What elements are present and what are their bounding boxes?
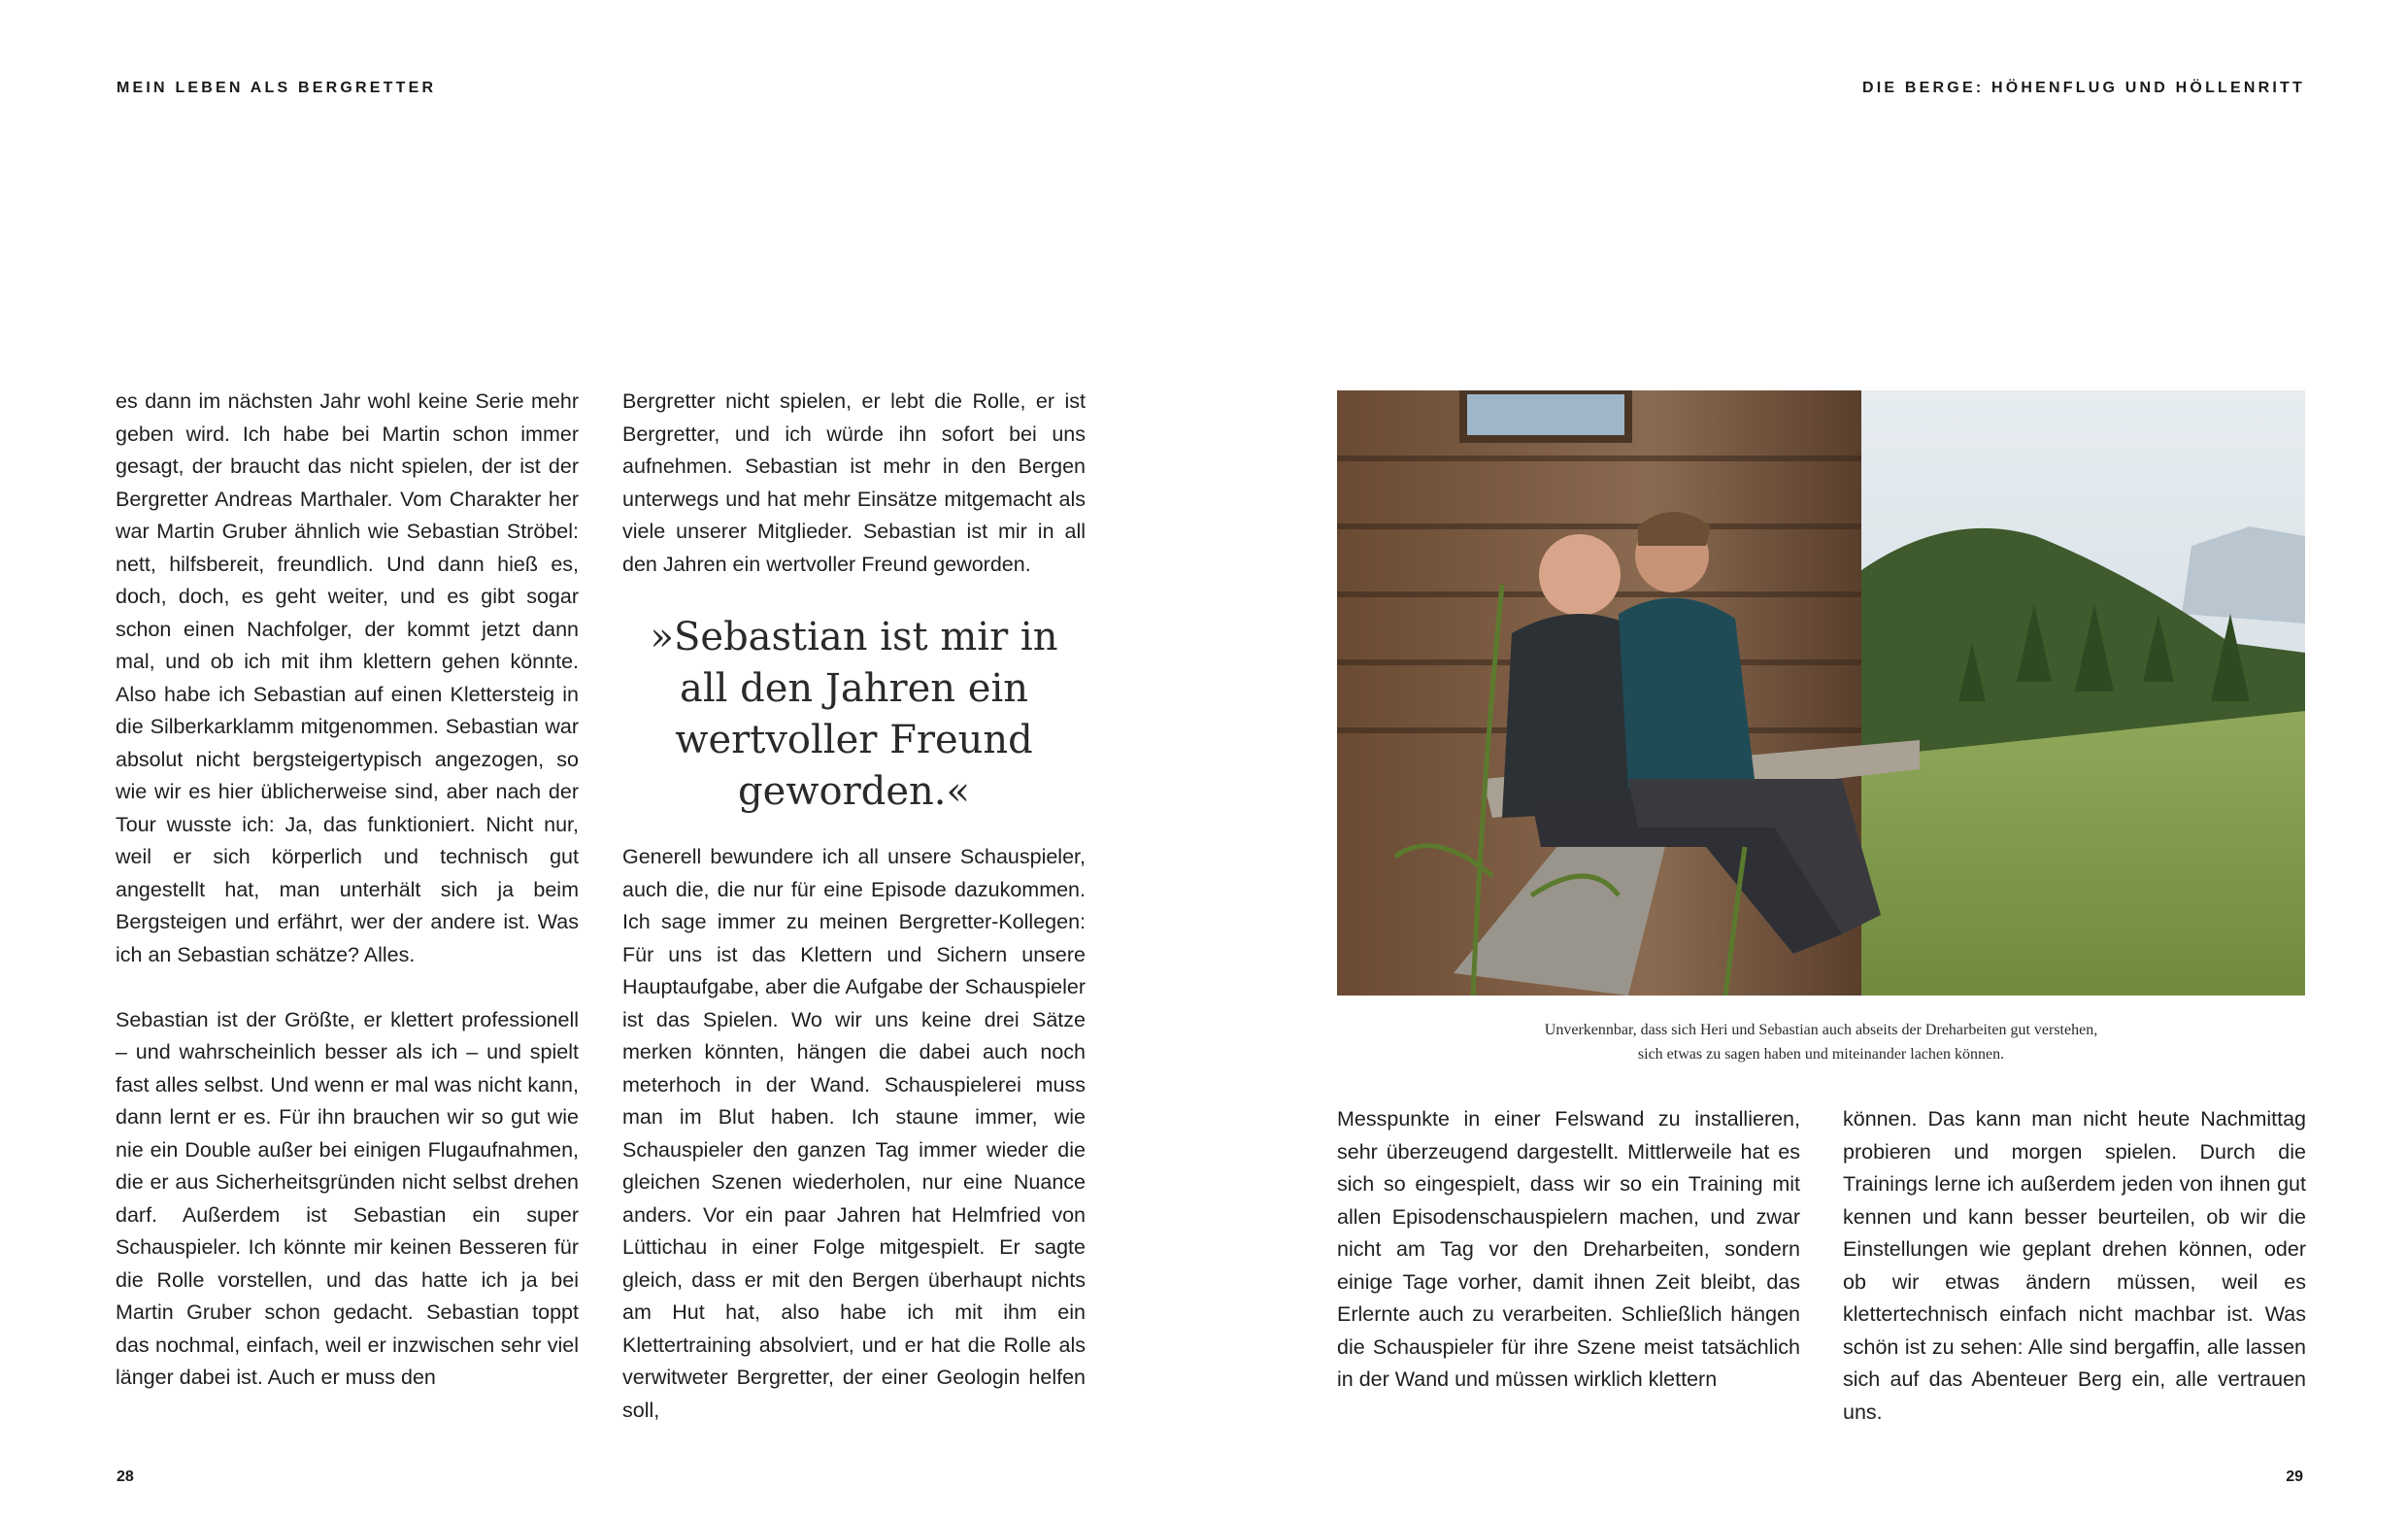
left-column-2-bottom bbox=[622, 841, 1086, 1427]
paragraph: Messpunkte in einer Felswand zu installieren, sehr überzeugend dargestellt. Mittlerweile hat es sich so eingespielt, dass wir so ein Training mit allen Episodenschauspielern machen, und zwar nicht am Tag vor den Dreharbeiten, sondern einige Tage vorher, damit ihnen Zeit bleibt, das Erlernte auch zu verarbeiten. Schließlich hängen die Schauspieler für ihre Szene meist tatsächlich in der Wand und müssen wirklich klettern bbox=[1337, 1107, 1800, 1391]
paragraph: können. Das kann man nicht heute Nachmittag probieren und morgen spielen. Durch die Trainings lerne ich außerdem jeden von ihnen gut kennen und kann besser beurteilen, ob wir die Einstellungen wie geplant drehen können, oder ob wir etwas ändern müssen, weil es klettertechnisch einfach nicht machbar ist. Was schön ist zu sehen: Alle sind bergaffin, alle lassen sich auf das Abenteuer Berg ein, alle vertrauen uns. bbox=[1843, 1107, 2306, 1424]
caption-line: Unverkennbar, dass sich Heri und Sebastian auch abseits der Dreharbeiten gut verstehen, bbox=[1544, 1022, 2098, 1038]
running-head-right: DIE BERGE: HÖHENFLUG UND HÖLLENRITT bbox=[1862, 80, 2305, 96]
right-column-1 bbox=[1337, 1103, 1800, 1397]
paragraph: Bergretter nicht spielen, er lebt die Rolle, er ist Bergretter, und ich würde ihn sofort bei uns aufnehmen. Sebastian ist mehr in den Bergen unterwegs und hat mehr Einsätze mitgemacht als viele unserer Mitglieder. Sebastian ist mir in all den Jahren ein wertvoller Freund geworden. bbox=[622, 389, 1086, 576]
paragraph: Generell bewundere ich all unsere Schauspieler, auch die, die nur für eine Episode dazukommen. Ich sage immer zu meinen Bergretter-Kollegen: Für uns ist das Klettern und Sichern unsere Hauptaufgabe, aber die Aufgabe der Schauspieler ist das Spielen. Wo wir uns keine drei Sätze merken könnten, hängen die dabei auch noch meterhoch in der Wand. Schauspielerei muss man im Blut haben. Ich staune immer, wie Schauspieler den ganzen Tag immer wieder die gleichen Szenen wiederholen, nur eine Nuance anders. Vor ein paar Jahren hat Helmfried von Lüttichau in einer Folge mitgespielt. Er sagte gleich, dass er mit den Bergen überhaupt nichts am Hut hat, also habe ich mit ihm ein Klettertraining absolviert, und er hat die Rolle als verwitweter Bergretter, der einer Geologin helfen soll, bbox=[622, 845, 1086, 1422]
photo-two-men-on-bench bbox=[1337, 390, 2305, 996]
running-head-left: MEIN LEBEN ALS BERGRETTER bbox=[117, 80, 437, 96]
page-number-right: 29 bbox=[2286, 1468, 2303, 1485]
caption-line: sich etwas zu sagen haben und miteinander lachen können. bbox=[1637, 1046, 2005, 1063]
left-column-1 bbox=[116, 386, 579, 1395]
pull-quote: »Sebastian ist mir in all den Jahren ein wertvoller Freund geworden.« bbox=[650, 615, 1058, 814]
page-number-left: 28 bbox=[117, 1468, 134, 1485]
photo-caption bbox=[1337, 1018, 2305, 1066]
photo-illustration bbox=[1337, 390, 2305, 996]
left-column-2-top bbox=[622, 386, 1086, 581]
paragraph: es dann im nächsten Jahr wohl keine Serie mehr geben wird. Ich habe bei Martin schon immer gesagt, der braucht das nicht spielen, der ist der Bergretter Andreas Marthaler. Vom Charakter her war Martin Gruber ähnlich wie Sebastian Ströbel: nett, hilfsbereit, freundlich. Und dann hieß es, doch, doch, es geht weiter, und es gibt sogar schon einen Nachfolger, der kommt jetzt dann mal, und ob ich mit ihm klettern gehen könnte. Also habe ich Sebastian auf einen Klettersteig in die Silberkarklamm mitgenommen. Sebastian war absolut nicht bergsteigertypisch angezogen, so wie wir es hier üblicherweise sind, aber nach der Tour wusste ich: Ja, das funktioniert. Nicht nur, weil er sich körperlich und technisch gut angestellt hat, man unterhält sich ja beim Bergsteigen und erfährt, wer der andere ist. Was ich an Sebastian schätze? Alles. bbox=[116, 389, 579, 966]
right-column-2 bbox=[1843, 1103, 2306, 1429]
paragraph: Sebastian ist der Größte, er klettert professionell – und wahrscheinlich besser als ich – und spielt fast alles selbst. Und wenn er mal was nicht kann, dann lernt er es. Für ihn brauchen wir so gut wie nie ein Double außer bei einigen Flugaufnahmen, die er aus Sicherheitsgründen nicht selbst drehen darf. Außerdem ist Sebastian ein super Schauspieler. Ich könnte mir keinen Besseren für die Rolle vorstellen, und das hatte ich ja bei Martin Gruber schon gedacht. Sebastian toppt das nochmal, einfach, weil er inzwischen sehr viel länger dabei ist. Auch er muss den bbox=[116, 1007, 579, 1389]
